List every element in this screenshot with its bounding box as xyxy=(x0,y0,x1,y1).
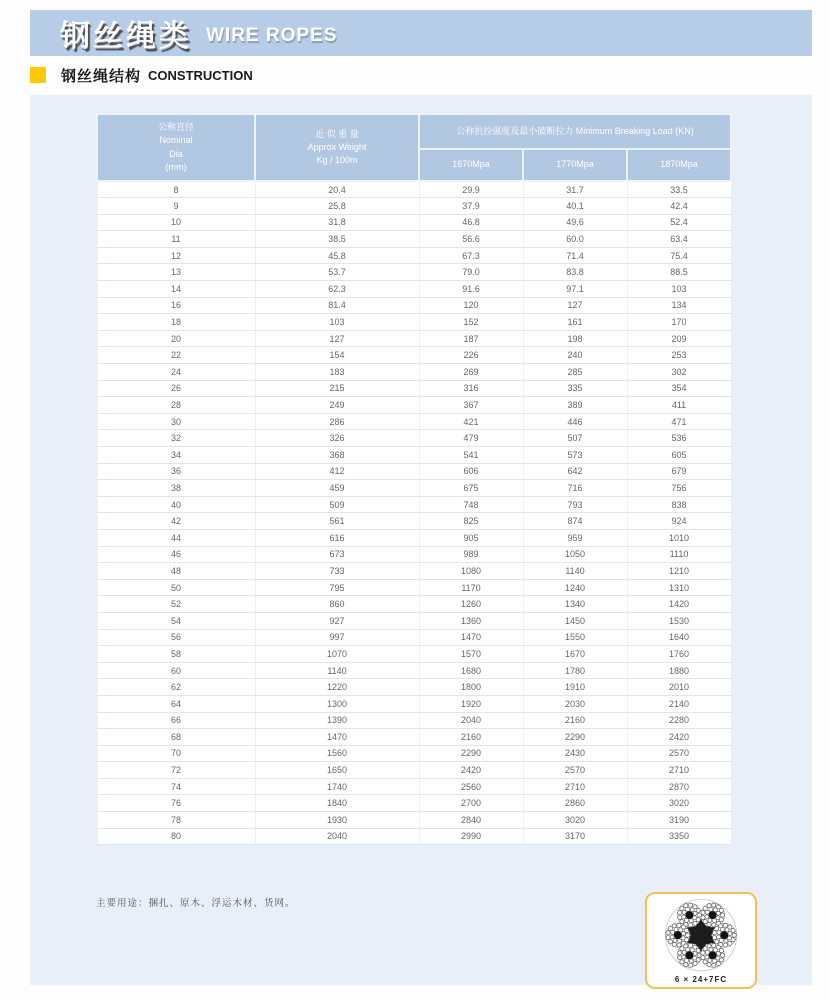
table-cell: 28 xyxy=(97,397,255,414)
table-cell: 46 xyxy=(97,546,255,563)
table-row xyxy=(97,413,731,430)
table-cell: 226 xyxy=(419,347,523,364)
table-cell: 269 xyxy=(419,364,523,381)
table-cell: 36 xyxy=(97,463,255,480)
table-cell: 2710 xyxy=(523,778,627,795)
table-cell: 1920 xyxy=(419,695,523,712)
table-row xyxy=(97,729,731,746)
page-title-banner xyxy=(30,10,812,56)
table-cell: 1140 xyxy=(523,563,627,580)
table-cell: 60 xyxy=(97,662,255,679)
table-row xyxy=(97,297,731,314)
table-cell: 54 xyxy=(97,612,255,629)
content-panel xyxy=(30,95,812,985)
table-cell: 1650 xyxy=(255,762,419,779)
table-row xyxy=(97,314,731,331)
table-cell: 88.5 xyxy=(627,264,731,281)
table-cell: 446 xyxy=(523,413,627,430)
table-cell: 1340 xyxy=(523,596,627,613)
table-cell: 1550 xyxy=(523,629,627,646)
table-cell: 1470 xyxy=(255,729,419,746)
spec-table-header xyxy=(97,114,731,181)
table-cell: 1470 xyxy=(419,629,523,646)
table-row xyxy=(97,231,731,248)
table-cell: 3190 xyxy=(627,812,731,829)
table-cell: 1560 xyxy=(255,745,419,762)
table-cell: 459 xyxy=(255,480,419,497)
table-row xyxy=(97,778,731,795)
header-line: Approx Weight xyxy=(307,141,367,152)
header-line: Dia xyxy=(169,148,183,159)
table-cell: 91.6 xyxy=(419,281,523,298)
table-cell: 52.4 xyxy=(627,214,731,231)
table-cell: 49.6 xyxy=(523,214,627,231)
usage-note: 主要用途：捆扎、原木、浮运木材、货网。 xyxy=(96,898,296,909)
table-cell: 997 xyxy=(255,629,419,646)
table-cell: 38 xyxy=(97,480,255,497)
table-cell: 62.3 xyxy=(255,281,419,298)
table-cell: 536 xyxy=(627,430,731,447)
table-cell: 33.5 xyxy=(627,181,731,198)
table-cell: 26 xyxy=(97,380,255,397)
table-cell: 2030 xyxy=(523,695,627,712)
table-cell: 30 xyxy=(97,413,255,430)
table-cell: 83.8 xyxy=(523,264,627,281)
table-cell: 79.0 xyxy=(419,264,523,281)
table-cell: 38.5 xyxy=(255,231,419,248)
table-cell: 11 xyxy=(97,231,255,248)
table-cell: 3020 xyxy=(627,795,731,812)
table-cell: 421 xyxy=(419,413,523,430)
table-cell: 62 xyxy=(97,679,255,696)
table-cell: 1880 xyxy=(627,662,731,679)
spec-table-body xyxy=(97,181,731,845)
table-cell: 838 xyxy=(627,496,731,513)
table-cell: 3020 xyxy=(523,812,627,829)
header-approx-weight xyxy=(255,114,419,181)
header-nominal-dia xyxy=(97,114,255,181)
table-cell: 1570 xyxy=(419,646,523,663)
table-cell: 1310 xyxy=(627,579,731,596)
table-cell: 103 xyxy=(627,281,731,298)
table-cell: 2430 xyxy=(523,745,627,762)
table-cell: 1210 xyxy=(627,563,731,580)
table-row xyxy=(97,463,731,480)
table-cell: 2870 xyxy=(627,778,731,795)
table-cell: 874 xyxy=(523,513,627,530)
rope-figure-box xyxy=(645,892,757,989)
table-cell: 1800 xyxy=(419,679,523,696)
header-line: Kg / 100m xyxy=(316,155,358,166)
table-row xyxy=(97,397,731,414)
table-row xyxy=(97,181,731,198)
table-cell: 152 xyxy=(419,314,523,331)
header-line: (mm) xyxy=(165,161,187,172)
table-cell: 2160 xyxy=(419,729,523,746)
table-cell: 215 xyxy=(255,380,419,397)
table-cell: 56 xyxy=(97,629,255,646)
table-cell: 66 xyxy=(97,712,255,729)
table-cell: 3170 xyxy=(523,828,627,845)
table-cell: 1170 xyxy=(419,579,523,596)
table-row xyxy=(97,695,731,712)
header-line: 公称直径 xyxy=(157,122,194,133)
table-cell: 326 xyxy=(255,430,419,447)
table-cell: 2290 xyxy=(419,745,523,762)
table-cell: 198 xyxy=(523,330,627,347)
table-row xyxy=(97,529,731,546)
header-breaking-load: 公称抗拉强度及最小破断拉力 Minimum Breaking Load (KN) xyxy=(419,114,731,149)
yellow-bullet-icon xyxy=(30,67,46,83)
rope-construction-label: 6 × 24+7FC xyxy=(674,975,728,984)
table-cell: 1240 xyxy=(523,579,627,596)
table-cell: 1670 xyxy=(523,646,627,663)
table-row xyxy=(97,795,731,812)
table-cell: 2860 xyxy=(523,795,627,812)
table-cell: 1300 xyxy=(255,695,419,712)
table-row xyxy=(97,430,731,447)
table-cell: 2570 xyxy=(627,745,731,762)
table-cell: 1360 xyxy=(419,612,523,629)
table-cell: 2700 xyxy=(419,795,523,812)
table-cell: 10 xyxy=(97,214,255,231)
table-cell: 134 xyxy=(627,297,731,314)
table-cell: 795 xyxy=(255,579,419,596)
table-cell: 756 xyxy=(627,480,731,497)
table-cell: 240 xyxy=(523,347,627,364)
table-cell: 1760 xyxy=(627,646,731,663)
table-cell: 616 xyxy=(255,529,419,546)
table-cell: 411 xyxy=(627,397,731,414)
table-cell: 76 xyxy=(97,795,255,812)
table-row xyxy=(97,264,731,281)
table-cell: 127 xyxy=(255,330,419,347)
table-cell: 1140 xyxy=(255,662,419,679)
table-cell: 642 xyxy=(523,463,627,480)
table-cell: 2560 xyxy=(419,778,523,795)
table-cell: 68 xyxy=(97,729,255,746)
table-cell: 2040 xyxy=(255,828,419,845)
table-row xyxy=(97,364,731,381)
table-row xyxy=(97,447,731,464)
table-row xyxy=(97,563,731,580)
table-row xyxy=(97,198,731,215)
table-cell: 733 xyxy=(255,563,419,580)
table-cell: 183 xyxy=(255,364,419,381)
table-row xyxy=(97,679,731,696)
table-row xyxy=(97,629,731,646)
table-cell: 58 xyxy=(97,646,255,663)
table-cell: 1220 xyxy=(255,679,419,696)
table-cell: 959 xyxy=(523,529,627,546)
table-cell: 1910 xyxy=(523,679,627,696)
table-cell: 1420 xyxy=(627,596,731,613)
table-cell: 285 xyxy=(523,364,627,381)
table-cell: 793 xyxy=(523,496,627,513)
table-cell: 479 xyxy=(419,430,523,447)
table-cell: 1390 xyxy=(255,712,419,729)
table-cell: 81.4 xyxy=(255,297,419,314)
table-cell: 44 xyxy=(97,529,255,546)
table-cell: 2710 xyxy=(627,762,731,779)
table-cell: 2420 xyxy=(627,729,731,746)
table-cell: 825 xyxy=(419,513,523,530)
table-cell: 20.4 xyxy=(255,181,419,198)
table-cell: 187 xyxy=(419,330,523,347)
table-cell: 103 xyxy=(255,314,419,331)
table-row xyxy=(97,762,731,779)
table-cell: 53.7 xyxy=(255,264,419,281)
section-title-zh: 钢丝绳结构 xyxy=(61,67,142,85)
table-cell: 2040 xyxy=(419,712,523,729)
table-cell: 72 xyxy=(97,762,255,779)
table-cell: 1260 xyxy=(419,596,523,613)
table-cell: 161 xyxy=(523,314,627,331)
table-cell: 20 xyxy=(97,330,255,347)
table-cell: 253 xyxy=(627,347,731,364)
table-cell: 50 xyxy=(97,579,255,596)
table-row xyxy=(97,480,731,497)
table-row xyxy=(97,745,731,762)
table-cell: 45.8 xyxy=(255,247,419,264)
table-cell: 22 xyxy=(97,347,255,364)
table-cell: 860 xyxy=(255,596,419,613)
table-cell: 1080 xyxy=(419,563,523,580)
header-line: 近 似 重 量 xyxy=(315,128,359,139)
table-cell: 561 xyxy=(255,513,419,530)
table-cell: 368 xyxy=(255,447,419,464)
table-cell: 1070 xyxy=(255,646,419,663)
page-title-zh: 钢丝绳类 xyxy=(60,20,192,53)
table-cell: 927 xyxy=(255,612,419,629)
table-cell: 335 xyxy=(523,380,627,397)
table-cell: 2160 xyxy=(523,712,627,729)
table-cell: 989 xyxy=(419,546,523,563)
header-1870mpa: 1870Mpa xyxy=(627,149,731,181)
table-cell: 48 xyxy=(97,563,255,580)
table-cell: 286 xyxy=(255,413,419,430)
table-row xyxy=(97,812,731,829)
table-cell: 679 xyxy=(627,463,731,480)
table-cell: 12 xyxy=(97,247,255,264)
table-cell: 924 xyxy=(627,513,731,530)
table-row xyxy=(97,646,731,663)
table-cell: 29.9 xyxy=(419,181,523,198)
header-1770mpa: 1770Mpa xyxy=(523,149,627,181)
table-cell: 541 xyxy=(419,447,523,464)
table-cell: 154 xyxy=(255,347,419,364)
table-row xyxy=(97,612,731,629)
table-cell: 2290 xyxy=(523,729,627,746)
table-cell: 97.1 xyxy=(523,281,627,298)
table-cell: 9 xyxy=(97,198,255,215)
table-cell: 37.9 xyxy=(419,198,523,215)
table-cell: 40.1 xyxy=(523,198,627,215)
table-cell: 905 xyxy=(419,529,523,546)
table-cell: 31.8 xyxy=(255,214,419,231)
table-cell: 2990 xyxy=(419,828,523,845)
table-cell: 31.7 xyxy=(523,181,627,198)
table-cell: 3350 xyxy=(627,828,731,845)
table-cell: 389 xyxy=(523,397,627,414)
table-cell: 1050 xyxy=(523,546,627,563)
table-cell: 2420 xyxy=(419,762,523,779)
page-title-en: WIRE ROPES xyxy=(206,25,338,46)
table-row xyxy=(97,247,731,264)
table-cell: 32 xyxy=(97,430,255,447)
table-cell: 78 xyxy=(97,812,255,829)
table-cell: 70 xyxy=(97,745,255,762)
section-title-en: CONSTRUCTION xyxy=(148,67,253,83)
table-cell: 40 xyxy=(97,496,255,513)
table-cell: 67.3 xyxy=(419,247,523,264)
table-cell: 509 xyxy=(255,496,419,513)
table-cell: 249 xyxy=(255,397,419,414)
table-row xyxy=(97,380,731,397)
table-cell: 748 xyxy=(419,496,523,513)
header-line: Nominal xyxy=(159,135,193,146)
table-cell: 605 xyxy=(627,447,731,464)
table-cell: 1780 xyxy=(523,662,627,679)
section-header xyxy=(30,64,812,86)
spec-table xyxy=(96,113,732,845)
table-cell: 2140 xyxy=(627,695,731,712)
table-cell: 471 xyxy=(627,413,731,430)
table-cell: 675 xyxy=(419,480,523,497)
table-cell: 56.6 xyxy=(419,231,523,248)
table-cell: 1740 xyxy=(255,778,419,795)
table-cell: 1110 xyxy=(627,546,731,563)
table-cell: 24 xyxy=(97,364,255,381)
table-cell: 367 xyxy=(419,397,523,414)
table-cell: 1010 xyxy=(627,529,731,546)
table-cell: 42.4 xyxy=(627,198,731,215)
table-cell: 1840 xyxy=(255,795,419,812)
table-cell: 13 xyxy=(97,264,255,281)
table-cell: 1930 xyxy=(255,812,419,829)
table-cell: 8 xyxy=(97,181,255,198)
table-row xyxy=(97,579,731,596)
table-row xyxy=(97,662,731,679)
table-cell: 573 xyxy=(523,447,627,464)
table-cell: 606 xyxy=(419,463,523,480)
table-cell: 2840 xyxy=(419,812,523,829)
table-cell: 34 xyxy=(97,447,255,464)
table-cell: 354 xyxy=(627,380,731,397)
header-1670mpa: 1670Mpa xyxy=(419,149,523,181)
table-row xyxy=(97,347,731,364)
table-cell: 14 xyxy=(97,281,255,298)
table-row xyxy=(97,546,731,563)
table-row xyxy=(97,214,731,231)
table-cell: 80 xyxy=(97,828,255,845)
table-cell: 64 xyxy=(97,695,255,712)
table-cell: 209 xyxy=(627,330,731,347)
table-row xyxy=(97,281,731,298)
table-cell: 507 xyxy=(523,430,627,447)
table-row xyxy=(97,828,731,845)
table-cell: 673 xyxy=(255,546,419,563)
table-cell: 1530 xyxy=(627,612,731,629)
table-cell: 46.8 xyxy=(419,214,523,231)
table-cell: 302 xyxy=(627,364,731,381)
table-row xyxy=(97,596,731,613)
table-cell: 52 xyxy=(97,596,255,613)
table-cell: 42 xyxy=(97,513,255,530)
table-row xyxy=(97,513,731,530)
table-cell: 63.4 xyxy=(627,231,731,248)
table-cell: 1640 xyxy=(627,629,731,646)
table-cell: 412 xyxy=(255,463,419,480)
table-cell: 16 xyxy=(97,297,255,314)
table-cell: 120 xyxy=(419,297,523,314)
table-cell: 2280 xyxy=(627,712,731,729)
table-cell: 716 xyxy=(523,480,627,497)
table-cell: 18 xyxy=(97,314,255,331)
table-row xyxy=(97,712,731,729)
table-cell: 170 xyxy=(627,314,731,331)
rope-cross-section-icon xyxy=(651,897,751,975)
table-cell: 25.8 xyxy=(255,198,419,215)
table-cell: 74 xyxy=(97,778,255,795)
table-cell: 127 xyxy=(523,297,627,314)
table-row xyxy=(97,496,731,513)
table-cell: 75.4 xyxy=(627,247,731,264)
table-cell: 2570 xyxy=(523,762,627,779)
table-cell: 2010 xyxy=(627,679,731,696)
table-cell: 60.0 xyxy=(523,231,627,248)
table-row xyxy=(97,330,731,347)
table-cell: 1680 xyxy=(419,662,523,679)
table-cell: 316 xyxy=(419,380,523,397)
table-cell: 71.4 xyxy=(523,247,627,264)
table-cell: 1450 xyxy=(523,612,627,629)
